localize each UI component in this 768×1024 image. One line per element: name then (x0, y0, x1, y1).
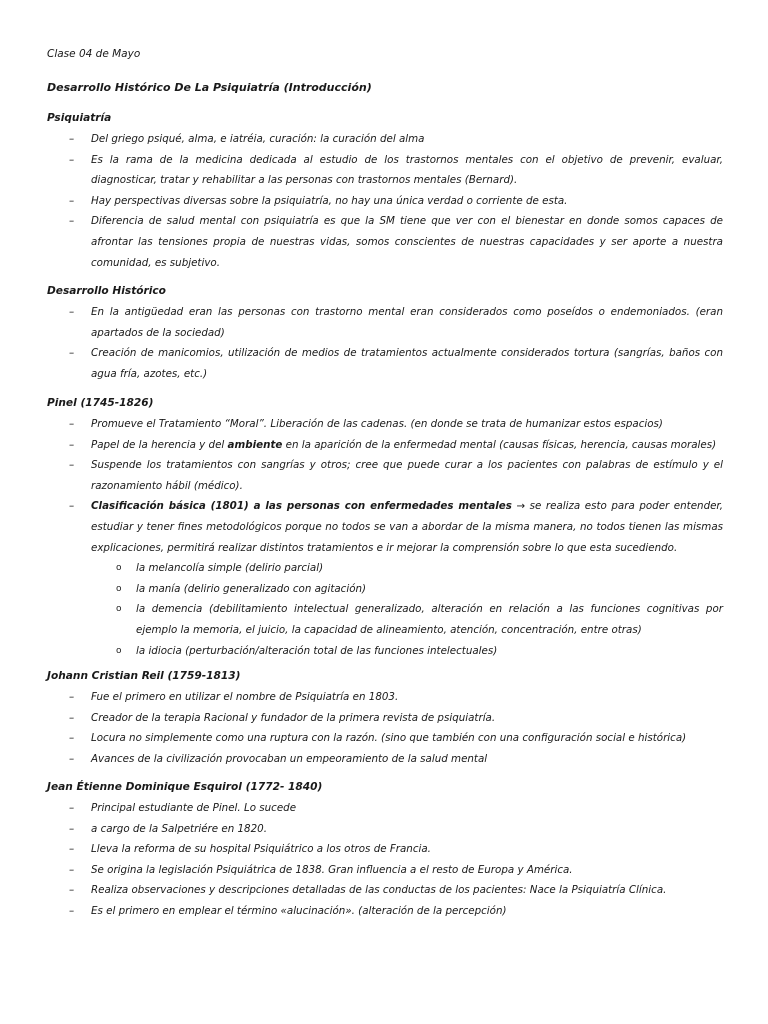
document-title: Desarrollo Histórico De La Psiquiatría (Introducción) (47, 81, 372, 94)
list-item: – Del griego psiqué, alma, e iatréia, curación: la curación del alma (47, 129, 723, 150)
bold-term: ambiente (227, 438, 283, 451)
list-item (47, 496, 723, 558)
sub-bullet-list (47, 558, 723, 661)
text-segment: se realiza esto para poder entender, estudiar y tener fines metodológicos porque no todos se van a abordar de la misma manera, no todos tienen las mismas explicaciones, permitirá realizar distintos tratamientos e ir mejorar la comprensión sobre lo que esta sucediendo. (91, 500, 723, 554)
bullet-list (47, 129, 723, 273)
section-title: Desarrollo Histórico (47, 285, 166, 297)
bullet-list (47, 302, 723, 384)
sub-list-item: o la melancolía simple (delirio parcial) (47, 558, 723, 579)
section-reil (47, 666, 723, 769)
bullet-list (47, 798, 723, 922)
section-title: Psiquiatría (47, 112, 112, 124)
list-item: – Hay perspectivas diversas sobre la psiquiatría, no hay una única verdad o corriente de esta. (47, 191, 723, 212)
list-item: – Realiza observaciones y descripciones detalladas de las conductas de los pacientes: Nace la Psiquiatría Clínica. (47, 880, 723, 901)
class-date: Clase 04 de Mayo (47, 48, 141, 60)
section-pinel (47, 393, 723, 661)
list-item: – a cargo de la Salpetriére en 1820. (47, 819, 723, 840)
list-item: – Locura no simplemente como una ruptura con la razón. (sino que también con una configuración social e histórica) (47, 728, 723, 749)
bold-term: Clasificación básica (1801) a las personas con enfermedades mentales (91, 500, 512, 513)
list-item: – Se origina la legislación Psiquiátrica de 1838. Gran influencia a el resto de Europa y América. (47, 860, 723, 881)
arrow-icon: → (516, 500, 526, 513)
list-item: – Creación de manicomios, utilización de medios de tratamientos actualmente considerados tortura (sangrías, baños con agua fría, azotes, etc.) (47, 343, 723, 384)
bullet-list (47, 687, 723, 769)
section-esquirol (47, 777, 723, 922)
list-item: – Es el primero en emplear el término «alucinación». (alteración de la percepción) (47, 901, 723, 922)
list-item: – Suspende los tratamientos con sangrías y otros; cree que puede curar a los pacientes con palabras de estímulo y el razonamiento hábil (médico). (47, 455, 723, 496)
section-psiquiatria (47, 108, 723, 273)
section-title: Pinel (1745-1826) (47, 397, 154, 409)
bullet-list (47, 414, 723, 558)
sub-list-item: o la manía (delirio generalizado con agitación) (47, 579, 723, 600)
list-item: – Fue el primero en utilizar el nombre de Psiquiatría en 1803. (47, 687, 723, 708)
list-item: – En la antigüedad eran las personas con trastorno mental eran considerados como poseídos o endemoniados. (eran apartados de la sociedad) (47, 302, 723, 343)
list-item: – Es la rama de la medicina dedicada al estudio de los trastornos mentales con el objetivo de prevenir, evaluar, diagnosticar, tratar y rehabilitar a las personas con trastornos mentales (Bernard). (47, 150, 723, 191)
list-item: – Creador de la terapia Racional y fundador de la primera revista de psiquiatría. (47, 708, 723, 729)
list-item: – Principal estudiante de Pinel. Lo sucede (47, 798, 723, 819)
list-item: – Lleva la reforma de su hospital Psiquiátrico a los otros de Francia. (47, 839, 723, 860)
list-item: – Promueve el Tratamiento “Moral”. Liberación de las cadenas. (en donde se trata de humanizar estos espacios) (47, 414, 723, 435)
text-segment: Papel de la herencia y del (91, 438, 228, 451)
list-item: – Avances de la civilización provocaban un empeoramiento de la salud mental (47, 749, 723, 770)
sub-list-item: o la demencia (debilitamiento intelectual generalizado, alteración en relación a las funciones cognitivas por ejemplo la memoria, el juicio, la capacidad de alineamiento, atención, concentración, entre otras) (47, 599, 723, 640)
section-title: Jean Étienne Dominique Esquirol (1772- 1840) (47, 781, 323, 793)
section-desarrollo-historico (47, 281, 723, 384)
sub-list-item: o la idiocia (perturbación/alteración total de las funciones intelectuales) (47, 641, 723, 662)
text-segment: en la aparición de la enfermedad mental (causas físicas, herencia, causas morales) (282, 438, 717, 451)
list-item (47, 435, 723, 456)
section-title: Johann Cristian Reil (1759-1813) (47, 670, 241, 682)
list-item: – Diferencia de salud mental con psiquiatría es que la SM tiene que ver con el bienestar en donde somos capaces de afrontar las tensiones propia de nuestras vidas, somos conscientes de nuestras capacidades y ser aporte a nuestra comunidad, es subjetivo. (47, 211, 723, 273)
